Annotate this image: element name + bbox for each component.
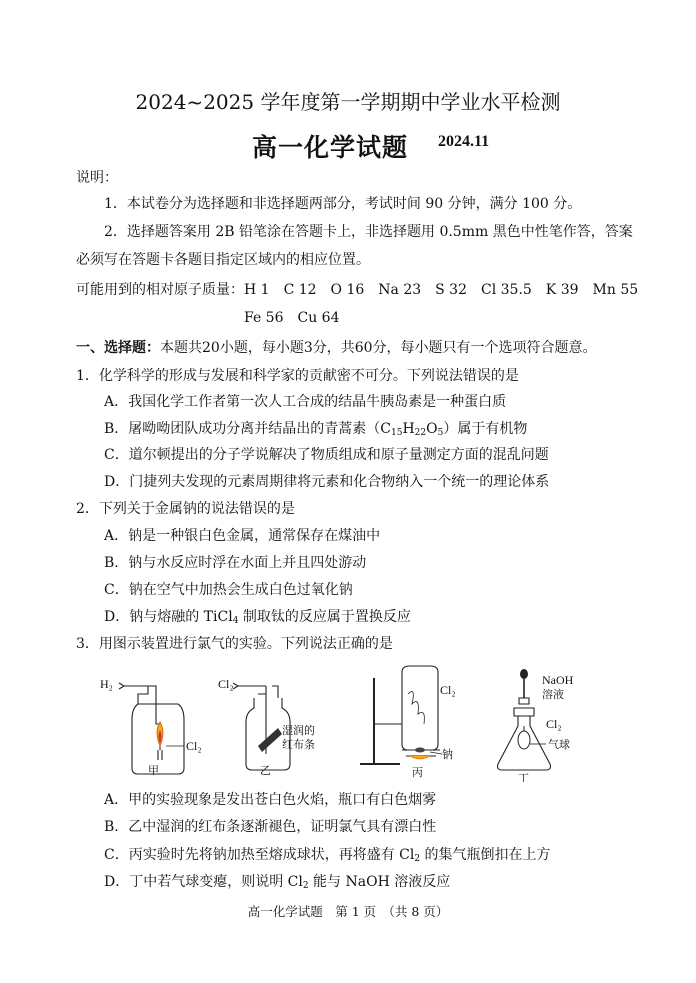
jia-label: 甲	[148, 764, 159, 777]
sodium-spoon-icon	[410, 748, 430, 760]
q3-option-d: D．丁中若气球变瘪，则说明 $Cl_2$ 能与 NaOH 溶液反应	[104, 874, 451, 891]
red-cloth-strip-icon	[258, 728, 282, 752]
q2-stem: 2．下列关于金属钠的说法错误的是	[76, 501, 295, 517]
section-desc: 本题共20小题，每小题3分，共60分，每小题只有一个选项符合题意。	[160, 340, 597, 356]
exam-title: 2024~2025 学年度第一学期期中学业水平检测	[135, 90, 561, 114]
q1-option-c: C．道尔顿提出的分子学说解决了物质组成和原子量测定方面的混乱问题	[104, 447, 549, 463]
ding-reagent-line2: 溶液	[542, 688, 564, 701]
q3-option-c: C．丙实验时先将钠加热至熔成球状，再将盛有 $Cl_2$ 的集气瓶倒扣在上方	[104, 847, 551, 864]
q1-option-d: D．门捷列夫发现的元素周期律将元素和化合物纳入一个统一的理论体系	[104, 474, 550, 490]
dropper-bulb-icon	[520, 669, 528, 679]
notes-label: 说明：	[76, 170, 118, 186]
bing-metal: 钠	[442, 748, 453, 761]
q3-option-b: B．乙中湿润的红布条逐渐褪色，证明氯气具有漂白性	[104, 819, 437, 835]
apparatus-bing	[360, 666, 440, 764]
yi-strip-line1: 湿润的	[282, 724, 315, 737]
note-item-1: 1．本试卷分为选择题和非选择题两部分，考试时间 90 分钟，满分 100 分。	[104, 196, 582, 212]
yi-gas-in: Cl₂	[218, 677, 234, 691]
q3-stem: 3．用图示装置进行氯气的实验。下列说法正确的是	[76, 636, 393, 652]
q2-option-a: A．钠是一种银白色金属，通常保存在煤油中	[104, 528, 381, 544]
page-footer: 高一化学试题 第 1 页 （共 8 页）	[247, 904, 449, 919]
exam-date: 2024.11	[438, 133, 490, 150]
q2-option-d: D．钠与熔融的 TiCl$_4$ 制取钛的反应属于置换反应	[104, 609, 411, 626]
yi-strip-line2: 红布条	[282, 738, 315, 751]
apparatus-figure	[90, 664, 610, 782]
q2-option-c: C．钠在空气中加热会生成白色过氧化钠	[104, 582, 353, 598]
section-label: 一、选择题：	[76, 340, 160, 356]
note-item-2-line2: 必须写在答题卡各题目指定区域内的相应位置。	[76, 252, 370, 268]
yi-label: 乙	[260, 764, 271, 777]
q1-option-a: A．我国化学工作者第一次人工合成的结晶牛胰岛素是一种蛋白质	[104, 394, 507, 410]
q1-option-b: B．屠呦呦团队成功分离并结晶出的青蒿素$(C_{15}H_{22}O_5)$属于有机物	[104, 421, 528, 438]
flame-icon	[157, 722, 163, 746]
ding-balloon: 气球	[548, 738, 570, 751]
bing-label: 丙	[412, 766, 423, 779]
q1-stem: 1．化学科学的形成与发展和科学家的贡献密不可分。下列说法错误的是	[76, 368, 519, 384]
section-heading	[76, 337, 597, 357]
ding-label: 丁	[518, 772, 529, 782]
atomic-mass-line2: Fe 56 Cu 64	[244, 310, 340, 326]
note-item-2-line1: 2．选择题答案用 2B 铅笔涂在答题卡上，非选择题用 0.5mm 黑色中性笔作答，答案	[104, 224, 633, 240]
q3-option-a: A．甲的实验现象是发出苍白色火焰，瓶口有白色烟雾	[104, 792, 437, 808]
q2-option-b: B．钠与水反应时浮在水面上并且四处游动	[104, 555, 367, 571]
subject-title: 高一化学试题	[252, 133, 409, 162]
balloon-icon	[518, 726, 530, 749]
jia-gas-in: H₂	[100, 677, 113, 691]
apparatus-jia	[119, 683, 184, 774]
ding-reagent-line1: NaOH	[542, 673, 574, 687]
ding-gas: Cl₂	[546, 717, 562, 731]
bing-gas: Cl₂	[440, 683, 456, 697]
atomic-mass-line1: 可能用到的相对原子质量：H 1 C 12 O 16 Na 23 S 32 Cl 35.5 K 39 Mn 55	[76, 282, 639, 298]
jia-gas: Cl₂	[186, 739, 202, 753]
